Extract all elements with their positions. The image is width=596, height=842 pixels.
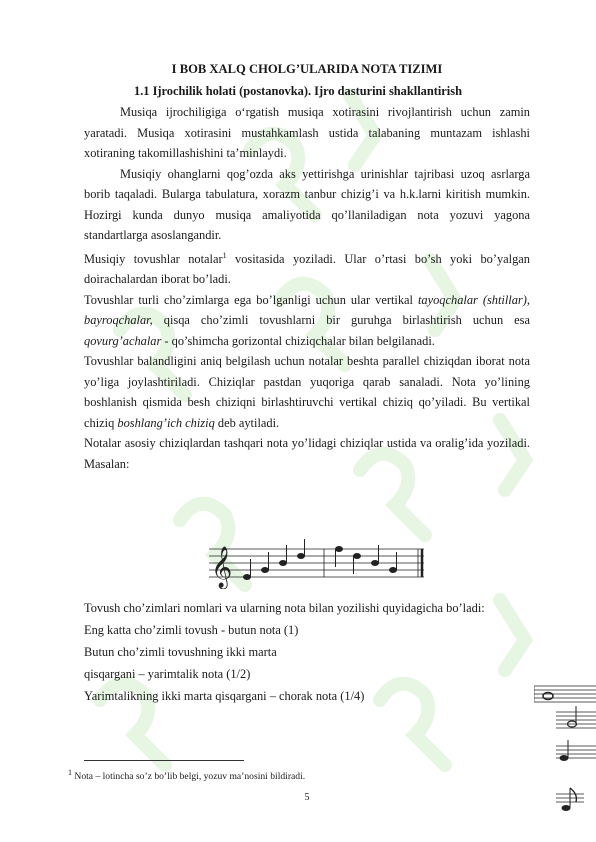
note-head <box>335 546 343 552</box>
paragraph-5 <box>84 351 530 433</box>
half-note-line-b: qisqargani – yarimtalik nota (1/2) <box>84 667 251 681</box>
body-text <box>84 102 530 474</box>
note-head <box>279 560 287 566</box>
quarter-note-icon <box>560 740 569 761</box>
paragraph-5-text-b: deb aytiladi. <box>214 415 280 430</box>
paragraph-4-text-c: - qo’shimcha gorizontal chiziqchalar bilan belgilanadi. <box>161 333 435 348</box>
eighth-note-icon <box>556 788 584 811</box>
note-head <box>297 553 305 559</box>
footnote-marker[interactable]: 1 <box>222 250 227 260</box>
paragraph-3 <box>84 246 530 290</box>
chapter-heading: I BOB XALQ CHOLG’ULARIDA NOTA TIZIMI <box>171 62 443 76</box>
paragraph-4 <box>84 290 530 352</box>
paragraph-1: Musiqa ijrochiligiga o‘rgatish musiqa xotirasini rivojlantirish uchun zamin yaratadi. Musiqa xotirasini mustahkamlash ustida talabaning muntazam ishlashi xotiraning takomillashishini ta’minlaydi. <box>84 105 530 160</box>
paragraph-5-text-a: Tovushlar balandligini aniq belgilash uchun notalar beshta parallel chiziqdan iborat nota yo’liga joylashtiriladi. Chiziqlar pastdan yuqoriga qarab sanaladi. Nota yo’lining boshlanish qismida besh chiziqni birlashtiruvchi vertikal chiziq qo’yiladi. Bu vertikal chiziq <box>84 354 530 430</box>
note-head <box>353 553 361 559</box>
half-note-line-a: Butun cho’zimli tovushning ikki marta <box>84 645 277 659</box>
paragraph-4-italic-a: tayoqchalar (shtillar), bayroqchalar, <box>84 292 530 328</box>
note-head <box>389 567 397 573</box>
footnote-separator <box>84 760 244 761</box>
paragraph-3-text-a: Musiqiy tovushlar notalar <box>84 251 223 266</box>
footnote-number: 1 <box>68 768 72 777</box>
note-head <box>261 567 269 573</box>
whole-note-icon <box>543 693 553 700</box>
section-heading: 1.1 Ijrochilik holati (postanovka). Ijro dasturini shakllantirish <box>134 84 462 98</box>
durations-intro: Tovush cho’zimlari nomlari va ularning nota bilan yozilishi quyidagicha bo’ladi: <box>84 601 485 615</box>
music-staff-example <box>209 539 429 589</box>
note-head <box>243 574 251 580</box>
footnote <box>68 768 305 782</box>
treble-clef-icon: 𝄞 <box>211 547 233 588</box>
paragraph-5-italic: boshlang’ich chiziq <box>117 415 215 430</box>
paragraph-2: Musiqiy ohanglarni qog’ozda aks yettirishga urinishlar tajribasi uzoq asrlarga borib taqaladi. Bularga tabulatura, xorazm tanbur chizig’i va h.k.larni kiritish mumkin. Hozirgi kunda dunyo musiqa amaliyotida qo’llaniladigan nota yozuvi yagona standartlarga asoslangandir. <box>84 166 530 242</box>
footnote-text: Nota – lotincha so’z bo’lib belgi, yozuv ma’nosini bildiradi. <box>72 771 306 783</box>
note-head <box>371 560 379 566</box>
note-duration-figures <box>534 684 596 824</box>
paragraph-6: Notalar asosiy chiziqlardan tashqari nota yo’lidagi chiziqlar ustida va oralig’ida yoziladi. Masalan: <box>84 436 530 471</box>
paragraph-3-text-b: vositasida yoziladi. Ular o’rtasi bo’sh yoki bo’yalgan doirachalardan iborat bo’ladi. <box>84 251 530 287</box>
note-durations <box>84 597 530 707</box>
paragraph-4-italic-b: qovurg’achalar <box>84 333 162 348</box>
paragraph-4-text-b: qisqa cho’zimli tovushlarni bir guruhga birlashtirish uchun esa <box>152 313 530 328</box>
quarter-note-line: Yarimtalikning ikki marta qisqargani – chorak nota (1/4) <box>84 689 365 703</box>
page-number: 5 <box>304 792 310 803</box>
paragraph-4-text-a: Tovushlar turli cho’zimlarga ega bo’lganligi uchun ular vertikal <box>84 292 418 307</box>
whole-note-line: Eng katta cho’zimli tovush - butun nota (1) <box>84 623 299 637</box>
